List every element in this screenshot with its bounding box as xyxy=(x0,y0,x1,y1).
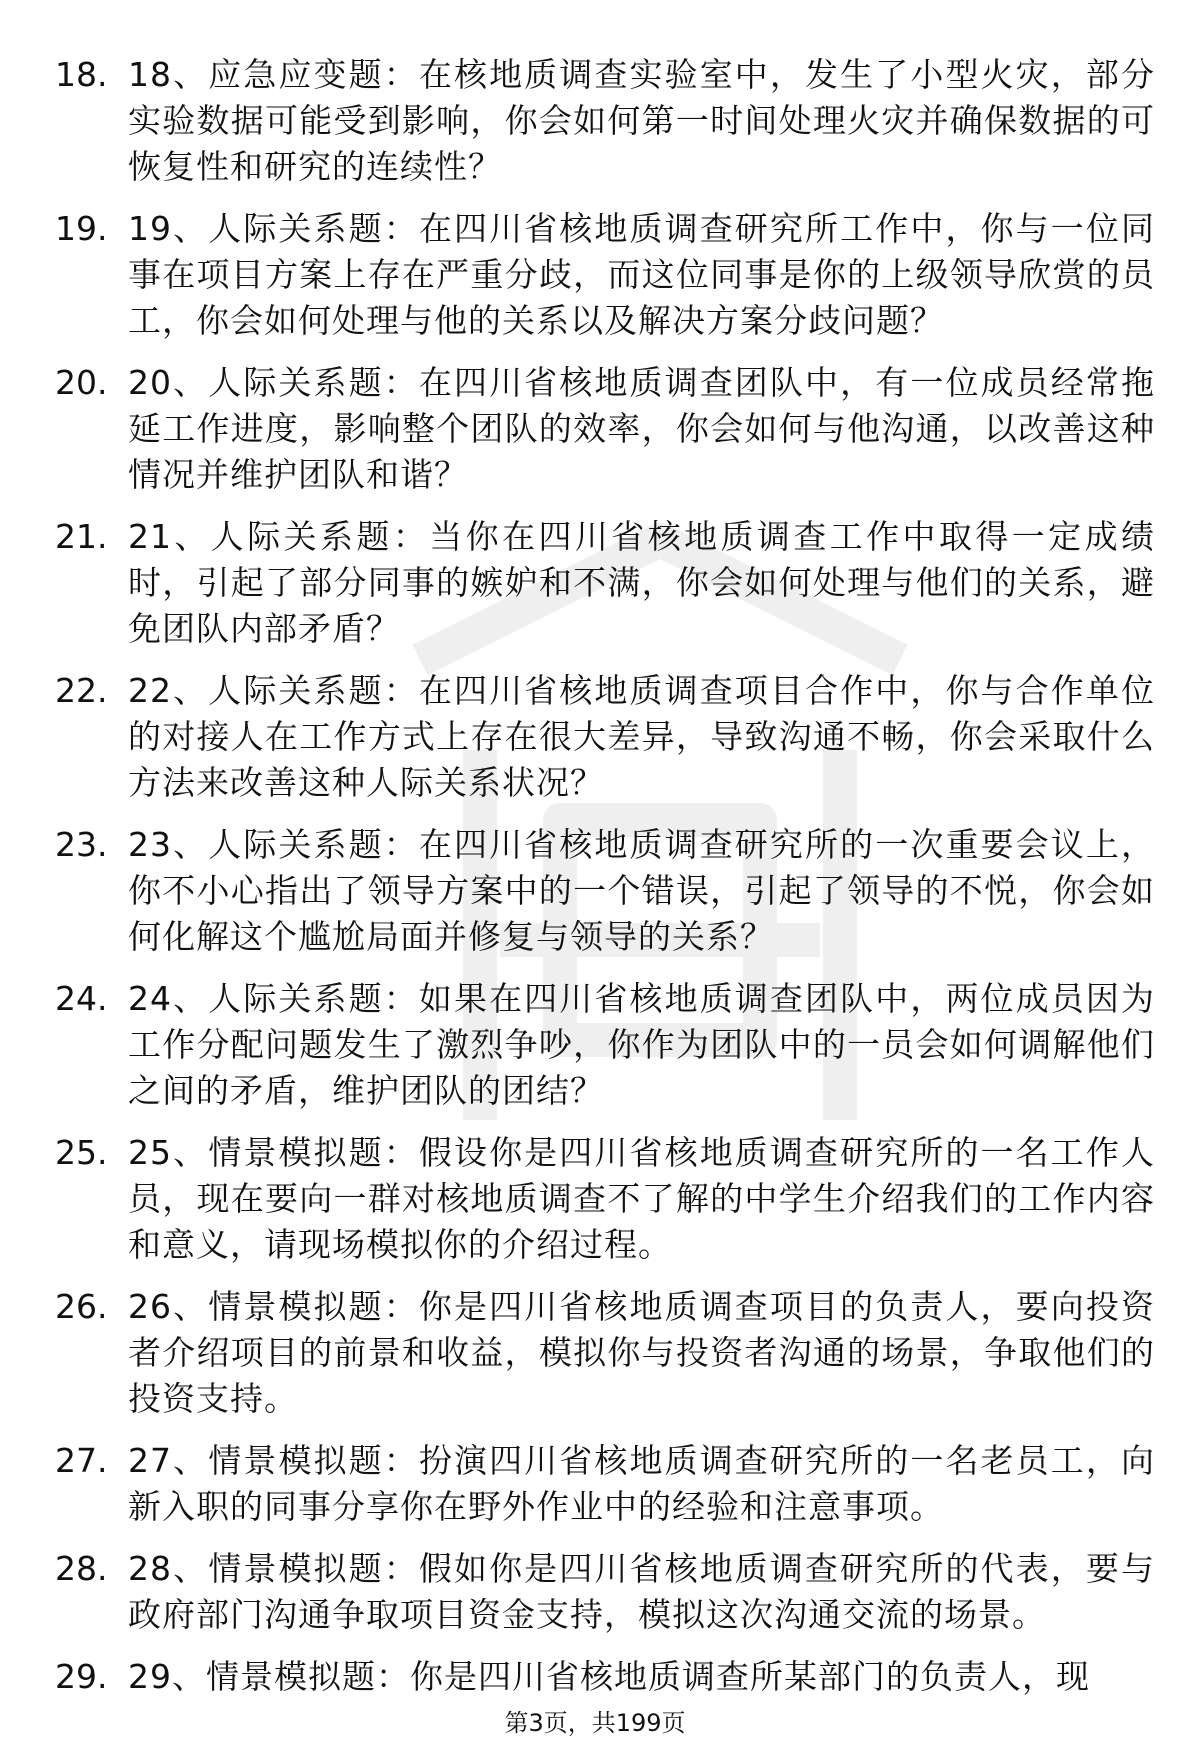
question-text: 28、情景模拟题：假如你是四川省核地质调查研究所的代表，要与政府部门沟通争取项目资金支持，模拟这次沟通交流的场景。 xyxy=(128,1549,1155,1634)
question-text: 23、人际关系题：在四川省核地质调查研究所的一次重要会议上，你不小心指出了领导方案中的一个错误，引起了领导的不悦，你会如何化解这个尴尬局面并修复与领导的关系？ xyxy=(128,825,1155,956)
question-text: 18、应急应变题：在核地质调查实验室中，发生了小型火灾，部分实验数据可能受到影响，你会如何第一时间处理火灾并确保数据的可恢复性和研究的连续性？ xyxy=(128,55,1155,186)
question-text: 26、情景模拟题：你是四川省核地质调查项目的负责人，要向投资者介绍项目的前景和收益，模拟你与投资者沟通的场景，争取他们的投资支持。 xyxy=(128,1287,1155,1418)
question-number: 23. xyxy=(55,825,108,864)
list-item xyxy=(55,668,1155,806)
question-text: 29、情景模拟题：你是四川省核地质调查所某部门的负责人，现 xyxy=(128,1657,1090,1696)
question-text: 27、情景模拟题：扮演四川省核地质调查研究所的一名老员工，向新入职的同事分享你在野外作业中的经验和注意事项。 xyxy=(128,1441,1155,1526)
question-number: 24. xyxy=(55,979,108,1018)
question-number: 21. xyxy=(55,517,108,556)
page-number-label: 第3页，共199页 xyxy=(504,1709,686,1737)
question-number: 28. xyxy=(55,1549,108,1588)
question-text: 21、人际关系题：当你在四川省核地质调查工作中取得一定成绩时，引起了部分同事的嫉妒和不满，你会如何处理与他们的关系，避免团队内部矛盾？ xyxy=(128,517,1155,648)
list-item xyxy=(55,1284,1155,1422)
question-number: 25. xyxy=(55,1133,108,1172)
question-text: 20、人际关系题：在四川省核地质调查团队中，有一位成员经常拖延工作进度，影响整个团队的效率，你会如何与他沟通，以改善这种情况并维护团队和谐？ xyxy=(128,363,1155,494)
question-text: 22、人际关系题：在四川省核地质调查项目合作中，你与合作单位的对接人在工作方式上存在很大差异，导致沟通不畅，你会采取什么方法来改善这种人际关系状况？ xyxy=(128,671,1155,802)
list-item xyxy=(55,206,1155,344)
list-item xyxy=(55,822,1155,960)
question-number: 27. xyxy=(55,1441,108,1480)
list-item xyxy=(55,52,1155,190)
list-item xyxy=(55,514,1155,652)
question-number: 18. xyxy=(55,55,108,94)
list-item xyxy=(55,360,1155,498)
list-item xyxy=(55,976,1155,1114)
question-number: 29. xyxy=(55,1657,108,1696)
question-number: 20. xyxy=(55,363,108,402)
list-item xyxy=(55,1654,1155,1700)
question-number: 26. xyxy=(55,1287,108,1326)
list-item xyxy=(55,1438,1155,1530)
question-text: 19、人际关系题：在四川省核地质调查研究所工作中，你与一位同事在项目方案上存在严重分歧，而这位同事是你的上级领导欣赏的员工，你会如何处理与他的关系以及解决方案分歧问题？ xyxy=(128,209,1155,340)
question-number: 22. xyxy=(55,671,108,710)
page-footer xyxy=(0,1708,1190,1738)
question-list xyxy=(55,52,1155,1716)
question-number: 19. xyxy=(55,209,108,248)
list-item xyxy=(55,1130,1155,1268)
question-text: 25、情景模拟题：假设你是四川省核地质调查研究所的一名工作人员，现在要向一群对核地质调查不了解的中学生介绍我们的工作内容和意义，请现场模拟你的介绍过程。 xyxy=(128,1133,1155,1264)
question-text: 24、人际关系题：如果在四川省核地质调查团队中，两位成员因为工作分配问题发生了激烈争吵，你作为团队中的一员会如何调解他们之间的矛盾，维护团队的团结？ xyxy=(128,979,1155,1110)
list-item xyxy=(55,1546,1155,1638)
